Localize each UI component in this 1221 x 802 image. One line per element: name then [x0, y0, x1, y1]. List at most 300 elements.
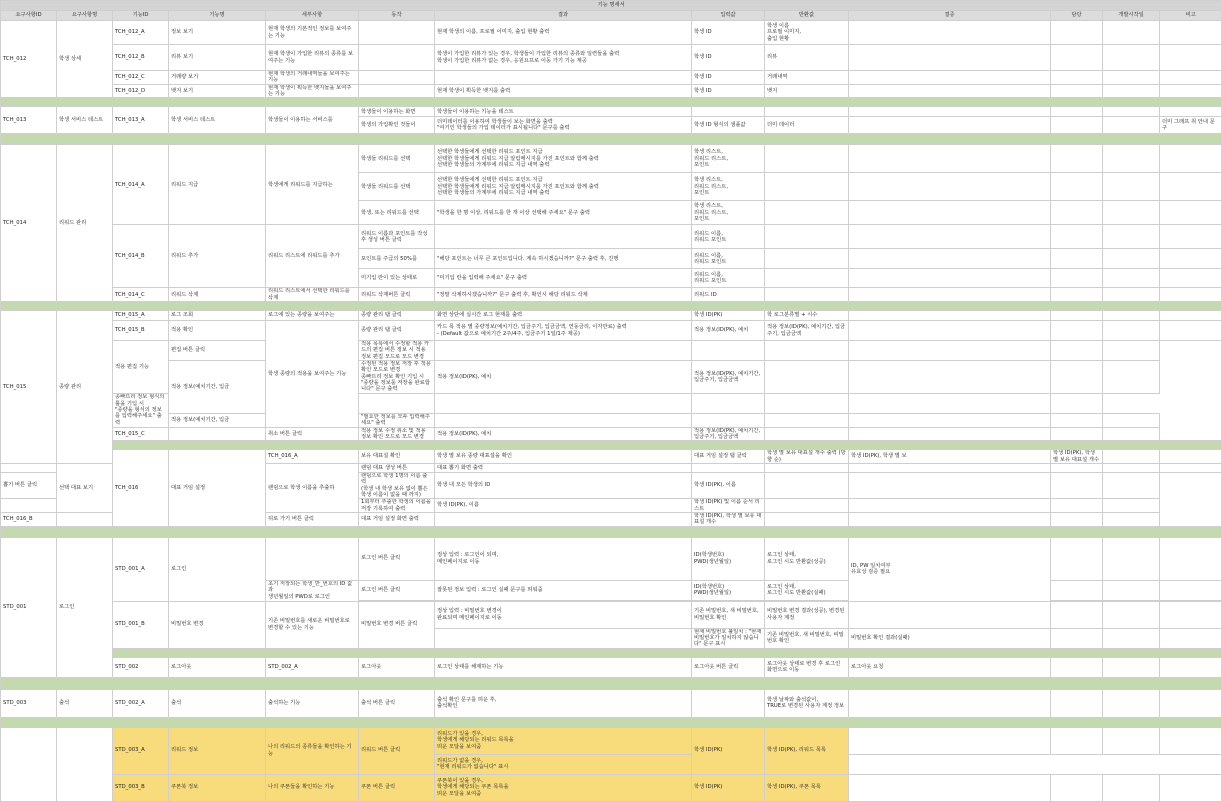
table-cell: 포인트를 주급의 50%를 [359, 249, 435, 269]
table-cell [1051, 657, 1103, 677]
table-cell [1051, 269, 1103, 288]
table-cell [435, 628, 692, 648]
table-cell: 비밀번호 변경 결과(성공), 변경된 사용자 계정 [765, 601, 849, 628]
table-cell: TCH_015_A [113, 311, 169, 321]
table-cell: 리워드가 있을 경우, 학생에게 해당되는 리워드 목록을 띄운 모달을 보여줌 [435, 727, 692, 754]
table-cell: 학생 별 보유 대표설 개수 출력 (방향 순) [765, 450, 849, 464]
table-cell [692, 413, 765, 427]
table-cell: 보유 대표설 확인 [359, 450, 435, 464]
header-cell: 기능ID [113, 11, 169, 21]
table-cell: 학생 리스트, 리워드 리스트, 포인트 [692, 173, 765, 201]
table-cell [1160, 774, 1221, 801]
table-cell [1, 727, 57, 801]
header-cell: 결과 [435, 11, 692, 21]
table-cell: 현재 학생의 거래내역들을 보여주는 기능 [266, 71, 359, 85]
table-cell: 리워드 관리 [57, 145, 113, 302]
table-cell: 대표 거임 설정 [169, 450, 266, 526]
table-cell: STD_001_B [113, 601, 169, 648]
table-cell: 출석 확인 문구를 띄운 후, 출석확인 [435, 689, 692, 717]
table-cell: 적용 정보(예치기간, 입금 [169, 413, 266, 427]
table-row [1, 689, 1221, 717]
table-cell: STD_001 [1, 537, 57, 677]
table-cell: 초기 저장되는 학생_반_번호의 ID 값과 생년월일의 PWD로 로그인 [266, 580, 359, 601]
table-cell: 로그인 버튼 클릭 [359, 580, 435, 600]
table-cell: 수정된 적용 정보 저장 후 적용 확인 모드로 변경 종빠뜨리 정보 확인 기입 시 "종량을 정보를 저장을 완료합니다" 문구 출력 [359, 361, 435, 394]
sheet-body [1, 21, 1221, 802]
table-cell: 선택 대표 보기 [57, 463, 113, 512]
table-cell: 종빠뜨리 정보 형식의 틀을 기입 시 "종량을 형식의 정보를 입력해주세요" 출력 [113, 393, 169, 427]
table-cell [1160, 21, 1221, 45]
table-cell [765, 427, 849, 441]
table-cell: 학생들이 이용하는 서비스를 [266, 107, 359, 134]
table-cell [435, 225, 692, 249]
table-cell [1160, 580, 1221, 600]
table-cell [1051, 499, 1103, 513]
table-cell [765, 512, 849, 526]
table-cell [849, 689, 1051, 717]
section-separator [1, 134, 1221, 145]
table-cell [1051, 311, 1103, 321]
table-cell [1051, 145, 1103, 173]
table-cell [1103, 512, 1160, 526]
table-cell [849, 499, 1051, 513]
table-cell: 적용 편집 기능 [113, 341, 169, 394]
table-cell [849, 393, 1051, 413]
table-cell: STD_003_A [113, 727, 169, 774]
table-cell: ID(학생번호) PWD(생년월일) [692, 537, 765, 580]
table-cell: 학생의 가입확인 것들이 [359, 117, 435, 134]
table-cell [57, 727, 113, 801]
table-cell: 리워드 ID [692, 288, 765, 302]
table-row [1, 225, 1221, 249]
header-cell: 동작 [359, 11, 435, 21]
table-cell [849, 107, 1051, 117]
table-cell [359, 393, 435, 413]
table-cell [1160, 145, 1221, 173]
table-cell [1051, 393, 1103, 413]
table-cell: 학생 상세 [57, 21, 113, 98]
table-cell: 로그아웃 요청 [849, 657, 1051, 677]
separator-cell [1, 677, 1221, 689]
table-cell [765, 201, 849, 225]
table-row [1, 361, 1221, 394]
table-cell: 적용 정보 수정 취소 및 적용 정보 확인 모드로 모드 변경 [359, 427, 435, 441]
table-cell: 로그 조회 [169, 311, 266, 321]
table-cell [1051, 45, 1103, 71]
table-cell: 적용 정보(ID(PK), 예치기간, 입금주기, 입금금액 [692, 361, 765, 394]
separator-cell [1, 134, 1221, 145]
table-cell [765, 463, 849, 472]
table-cell [1160, 727, 1221, 754]
table-cell [1160, 249, 1221, 269]
table-row [1, 537, 1221, 580]
table-row [1, 657, 1221, 677]
table-cell: 리워드가 없을 경우, "현재 리워드가 없습니다" 표시 [435, 754, 692, 774]
table-cell [692, 107, 765, 117]
table-cell: 학생 ID(PK) [692, 774, 765, 801]
table-cell: 기존 비밀번호를 새로운 비밀번호로 변경할 수 있는 기능 [266, 601, 359, 648]
table-cell [692, 341, 765, 361]
table-cell: 학생 ID(PK), 리워드 목록 [765, 727, 849, 774]
table-cell [765, 145, 849, 173]
section-separator [1, 677, 1221, 689]
table-cell: 학생 ID [692, 21, 765, 45]
table-cell [1160, 463, 1221, 472]
table-cell: 적용 정보(ID(PK), 예치기간, 입금주기, 입금금액 [765, 321, 849, 341]
table-row [1, 107, 1221, 117]
table-cell [849, 512, 1051, 526]
table-cell: 선택한 학생들에게 선택한 리워드 포인트 지급 선택한 학생들에게 리워드 지급 알림메시지를 가진 포인트와 함께 출력 선택한 학생들의 가계부에 리워드 지급 내역 출력 [435, 173, 692, 201]
table-row [1, 21, 1221, 45]
table-cell: STD_002_A [266, 657, 359, 677]
table-cell: 대표 뽑기 화면 출력 [435, 463, 692, 472]
table-row [1, 450, 1221, 464]
table-cell [765, 173, 849, 201]
table-cell [435, 341, 692, 361]
table-cell: TCH_016_A [266, 450, 359, 464]
table-cell: 기존 비밀번호, 새 비밀번호, 비밀번호 확인 [765, 628, 849, 648]
table-cell [1160, 71, 1221, 85]
table-row [1, 311, 1221, 321]
table-cell [849, 225, 1051, 249]
table-cell: 현재 학생이 획득한 뱃지를 출력 [435, 84, 692, 98]
table-cell: 출석 [169, 689, 266, 717]
table-cell: 화면 상단에 실시간 로그 현재를 출력 [435, 311, 692, 321]
table-cell [1160, 657, 1221, 677]
table-cell [849, 173, 1051, 201]
table-cell [849, 269, 1051, 288]
table-cell [1103, 321, 1160, 341]
table-cell [1103, 361, 1160, 394]
table-cell: 로그인 [57, 537, 113, 677]
table-cell: 학생 ID 형식의 샘플값 [692, 117, 765, 134]
table-cell [849, 601, 1051, 628]
table-cell: 대표 거임 설정 탭 클릭 [692, 450, 765, 464]
table-cell [765, 288, 849, 302]
table-row [1, 727, 1221, 754]
table-cell [849, 311, 1051, 321]
section-separator [1, 526, 1221, 537]
table-cell: TCH_014_C [113, 288, 169, 302]
table-cell [1051, 21, 1103, 45]
table-cell: 적용 정보(ID(PK), 예치기간, 입금주기, 입금금액 [692, 427, 765, 441]
table-cell [435, 393, 692, 413]
table-cell: TCH_015_B [113, 321, 169, 341]
table-cell [1051, 225, 1103, 249]
table-cell: TCH_015_C [113, 427, 169, 441]
table-cell: 대표 거임 설정 화면 출력 [359, 512, 435, 526]
table-cell: 리뷰 [765, 45, 849, 71]
table-cell: 적용 목록에서 수정할 적용 카드의 편집 버튼 정보 시 적용 정보 편집 모드로 모드 변경 [359, 341, 435, 361]
table-cell: STD_002 [113, 657, 169, 677]
table-cell: 로그에 있는 종량을 보여주는 [266, 311, 359, 321]
table-cell [1, 463, 57, 472]
header-cell: 세부사항 [266, 11, 359, 21]
table-cell [1103, 450, 1160, 464]
table-cell [1103, 472, 1160, 498]
table-cell [1103, 689, 1160, 717]
table-row [1, 84, 1221, 98]
table-cell [1103, 71, 1160, 85]
table-cell [1051, 512, 1103, 526]
table-cell: 학생 서비스 테스트 [169, 107, 266, 134]
table-row [1, 427, 1221, 441]
table-row [1, 774, 1221, 801]
table-cell: 출석하는 기능 [266, 689, 359, 717]
table-cell [1103, 21, 1160, 45]
table-cell: 학생들이 이용하는 화면 [359, 107, 435, 117]
table-cell [1051, 71, 1103, 85]
table-cell [692, 393, 765, 413]
table-cell: 학생 ID(PK), 학생 별 보유 대표설 개수 [1051, 450, 1103, 464]
table-cell: 로그인 [169, 537, 266, 601]
table-cell: TCH_014_B [113, 225, 169, 288]
table-cell [765, 413, 849, 427]
table-cell: 정보 보기 [169, 21, 266, 45]
table-cell [1103, 288, 1160, 302]
table-cell: 학 로그분류별 + 시수 [765, 311, 849, 321]
table-cell: 더미데이터를 이용하여 학생들이 보는 화면을 출력 "여기인 학생들의 가입 데이터가 표시됩니다" 문구를 출력 [435, 117, 692, 134]
table-cell [435, 413, 692, 427]
table-cell: 기존 비밀번호, 새 비밀번호, 비밀번호 확인 [692, 601, 765, 628]
table-cell: 로그인 상태, 로그인 시도 반환값(성공) [765, 537, 849, 580]
table-cell [849, 71, 1051, 85]
table-cell: TCH_012_C [113, 71, 169, 85]
table-cell: 쿠폰 버튼 클릭 [359, 774, 435, 801]
table-cell [1051, 288, 1103, 302]
table-cell [1160, 225, 1221, 249]
table-cell [849, 117, 1051, 134]
table-cell: "해당 포인트는 너무 큰 포인트입니다. 계속 하시겠습니까?" 문구 출력 후, 진행 [435, 249, 692, 269]
table-cell [1103, 117, 1160, 134]
table-cell: TCH_016 [113, 450, 169, 526]
table-cell: ID, PW 일치여부 유효성 검증 필요 [849, 537, 1051, 601]
table-cell: 로그인 버튼 클릭 [359, 537, 435, 580]
table-cell: TCH_012 [1, 21, 57, 98]
table-cell: 로그인 상태를 해제하는 기능 [435, 657, 692, 677]
table-cell: 리워드 삭제버튼 클릭 [359, 288, 435, 302]
table-cell: 리워드 이름과 포인트를 작성후 생성 버튼 클릭 [359, 225, 435, 249]
table-cell: 학생 ID(PK) [692, 727, 765, 774]
table-cell [1103, 173, 1160, 201]
table-cell [849, 472, 1051, 498]
table-cell: 학생들 리워드를 선택 [359, 145, 435, 173]
table-row [1, 145, 1221, 173]
table-cell: 학생 리스트, 리워드 리스트, 포인트 [692, 201, 765, 225]
table-cell: 학생 ID(PK), 학생 별 보유 대표설 개수 [692, 512, 765, 526]
table-cell [1103, 269, 1160, 288]
table-row [1, 601, 1221, 628]
table-cell: TCH_016_B [1, 512, 57, 526]
table-cell: 나의 리워드의 종류들을 확인하는 기능 [266, 727, 359, 774]
table-cell [849, 727, 1051, 754]
header-cell: 입력값 [692, 11, 765, 21]
table-cell [765, 225, 849, 249]
table-cell [1051, 628, 1103, 648]
table-cell: 더미 데이터 [765, 117, 849, 134]
table-cell: 로그아웃 버튼 클릭 [692, 657, 765, 677]
separator-cell [1, 717, 1221, 727]
table-cell: 뱃지 보기 [169, 84, 266, 98]
table-cell: TCH_014_A [113, 145, 169, 225]
table-cell: 로그아웃 [359, 657, 435, 677]
table-cell [1160, 450, 1221, 464]
table-cell [1051, 580, 1103, 600]
table-cell: STD_002_A [113, 689, 169, 717]
table-cell: 학생, 또는 리워드를 선택 [359, 201, 435, 225]
table-cell: 리뷰 보기 [169, 45, 266, 71]
header-cell: 담당 [1051, 11, 1103, 21]
table-cell [1051, 173, 1103, 201]
table-cell [765, 472, 849, 498]
table-cell: 편집 버튼 클릭 [169, 341, 266, 361]
table-cell [1160, 201, 1221, 225]
table-cell [765, 361, 849, 394]
table-cell [266, 537, 359, 580]
table-cell [1051, 727, 1103, 754]
separator-cell [1, 526, 1221, 537]
table-cell [169, 427, 266, 441]
table-cell [849, 341, 1051, 361]
table-cell: 현재 비밀번호 불일치 : "현재 비밀번호가 일치하지 않습니다" 문구 표시 [692, 628, 765, 648]
table-cell [849, 21, 1051, 45]
table-cell [1103, 201, 1160, 225]
table-cell: 학생 ID [692, 84, 765, 98]
table-cell [1103, 427, 1160, 441]
table-cell [1160, 107, 1221, 117]
table-cell [1051, 117, 1103, 134]
table-cell: 뱃지 [765, 84, 849, 98]
table-cell: 출석 [57, 689, 113, 717]
table-cell [1103, 225, 1160, 249]
table-row [1, 413, 1221, 427]
table-cell: 현재 학생이 가입한 리뷰의 종류를 보여주는 기능 [266, 45, 359, 71]
table-cell: 학생 ID(PK) [692, 311, 765, 321]
table-cell [1103, 601, 1160, 628]
table-cell [435, 71, 692, 85]
table-cell: 적용 정보(ID(PK), 예치 [692, 321, 765, 341]
table-cell: 적용 확인 [169, 321, 266, 341]
table-cell: 리워드 추가 [169, 225, 266, 288]
table-cell: 잘못된 정보 입력 : 로그인 실패 문구를 띄워줌 [435, 580, 692, 600]
table-cell: 카드 목 적용 별 종량정보(예치기간, 입금주기, 입금금액, 연동금리, 이자만료) 출력 - (Default 값으로 예치기간 2주/4주, 입금주기 1일/1주 제공) [435, 321, 692, 341]
table-cell [1103, 774, 1160, 801]
table-cell: 로그인 상태, 로그인 시도 반환값(실패) [765, 580, 849, 600]
table-cell [849, 288, 1051, 302]
table-row [1, 71, 1221, 85]
table-cell: 학생 종량의 적용을 보여주는 기능 [266, 321, 359, 427]
table-cell [849, 413, 1051, 427]
table-cell [1051, 537, 1103, 580]
table-cell [1051, 413, 1103, 427]
table-cell: 현재 학생의 기본적인 정보를 보여주는 기능 [266, 21, 359, 45]
table-cell [849, 45, 1051, 71]
table-cell: 종량 관리 [57, 311, 113, 464]
table-cell: 랜덤 대표 생성 버튼 [359, 463, 435, 472]
table-cell: 1회부터 추출한 학생의 이름을 저장 기록하여 출력 [359, 499, 435, 513]
table-cell: 로그아웃 상태로 변경 후 로그인 화면으로 이동 [765, 657, 849, 677]
table-cell: 학생 ID(PK), 이름 [435, 499, 692, 513]
section-separator [1, 717, 1221, 727]
sheet-title: 기능 명세서 [1, 1, 1221, 11]
table-row [1, 321, 1221, 341]
table-cell: 거래량 보기 [169, 71, 266, 85]
separator-cell [113, 441, 1221, 450]
section-separator [1, 302, 1221, 311]
table-cell [1103, 580, 1160, 600]
table-cell: TCH_013 [1, 107, 57, 134]
table-cell [1160, 269, 1221, 288]
table-cell [1160, 628, 1221, 648]
separator-cell [1, 302, 1221, 311]
table-cell: 취소 버튼 클릭 [266, 427, 359, 441]
table-cell [1160, 537, 1221, 580]
table-cell: TCH_014 [1, 145, 57, 302]
table-cell [359, 21, 435, 45]
table-cell [359, 84, 435, 98]
table-cell [849, 84, 1051, 98]
table-cell: TCH_012_D [113, 84, 169, 98]
table-cell [359, 71, 435, 85]
table-cell: STD_003 [1, 689, 57, 717]
table-cell [1051, 84, 1103, 98]
table-cell: 비밀번호 변경 [169, 601, 266, 648]
table-cell: 리워드 이름, 리워드 포인트 [692, 225, 765, 249]
table-cell: TCH_015 [1, 311, 57, 464]
table-cell [435, 512, 692, 526]
table-cell: 선택한 학생들에게 선택한 리워드 포인트 지급 선택한 학생들에게 리워드 지급 알림메시지를 가진 포인트와 함께 출력 선택한 학생들의 가계부에 리워드 지급 내역 출력 [435, 145, 692, 173]
table-cell: 학생들 리워드를 선택 [359, 173, 435, 201]
table-cell [1160, 84, 1221, 98]
table-cell: 리워드 리스트에서 선택한 리워드를 삭제 [266, 288, 359, 302]
table-cell [692, 689, 765, 717]
table-cell: 적용 정보(ID(PK), 예치 [435, 427, 692, 441]
table-cell: STD_003_B [113, 774, 169, 801]
table-cell [1, 499, 57, 513]
table-cell [1160, 45, 1221, 71]
table-cell [849, 361, 1051, 394]
table-cell [849, 249, 1051, 269]
table-cell: 미기입 란이 있는 상태로 [359, 269, 435, 288]
table-cell [1051, 774, 1103, 801]
table-cell: 학생 이름 프로필 이미지, 출입 현황 [765, 21, 849, 45]
table-cell [849, 463, 1051, 472]
section-separator [1, 441, 1221, 450]
header-cell: 기능명 [169, 11, 266, 21]
table-cell: 뽑기 버튼 클릭 [1, 472, 57, 498]
table-cell: 리워드 이름, 리워드 포인트 [692, 249, 765, 269]
table-cell [1103, 249, 1160, 269]
table-cell: 정상 입력 : 비밀번호 변경이 완료되며 메인페이지로 이동 [435, 601, 692, 628]
table-cell [1051, 341, 1103, 361]
table-cell: 종량 관리 탭 클릭 [359, 321, 435, 341]
table-cell [1051, 249, 1103, 269]
table-cell: 학생 서비스 테스트 [57, 107, 113, 134]
section-separator [1, 98, 1221, 107]
table-cell [1103, 537, 1160, 580]
header-cell: 요구사항ID [1, 11, 57, 21]
table-cell: 리워드 리스트에 리워드를 추가 [266, 225, 359, 288]
header-cell: 반환값 [765, 11, 849, 21]
table-cell [1051, 601, 1103, 628]
table-cell [1051, 472, 1103, 498]
table-cell [1103, 84, 1160, 98]
table-cell [1051, 201, 1103, 225]
table-cell [57, 512, 113, 526]
table-cell [849, 321, 1051, 341]
header-cell: 개발시작일 [1103, 11, 1160, 21]
table-cell [359, 45, 435, 71]
